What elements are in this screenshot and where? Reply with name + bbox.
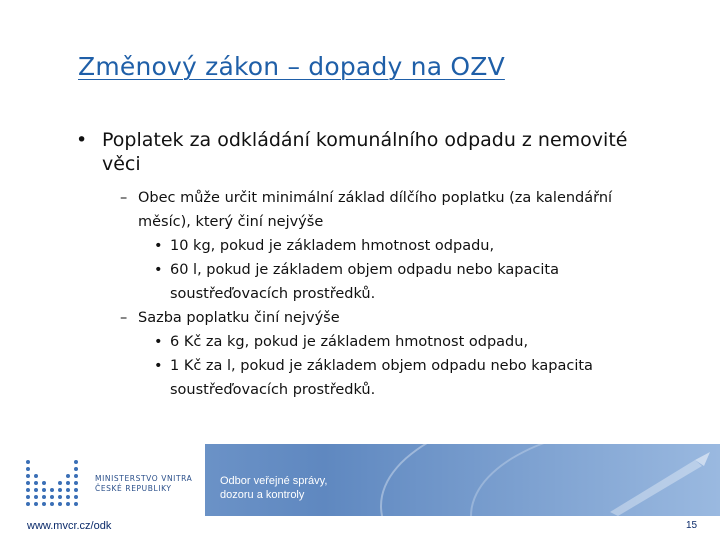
sub-bullet-6kc (154, 330, 670, 354)
bullet-icon: • (154, 334, 163, 350)
dash-item-line2: měsíc), který činí nejvýše (138, 214, 324, 230)
slide-content (70, 128, 670, 402)
logo-text-line1: MINISTERSTVO VNITRA (95, 474, 193, 483)
ministry-logo (0, 444, 205, 516)
department-line2: dozoru a kontroly (220, 489, 305, 501)
slide-title: Změnový zákon – dopady na OZV (78, 52, 505, 81)
page-number: 15 (686, 520, 698, 531)
dash-item-rate (120, 306, 670, 330)
bullet-level1 (70, 128, 670, 176)
website-link[interactable]: www.mvcr.cz/odk (27, 520, 112, 532)
ministry-logo-text (95, 474, 192, 494)
dash-icon: – (120, 190, 128, 206)
dash-item-minimum-base (120, 186, 670, 234)
sub-bullet-10kg (154, 234, 670, 258)
sub-bullet-line2: soustřeďovacích prostředků. (170, 286, 376, 302)
sub-bullet-line1: 10 kg, pokud je základem hmotnost odpadu, (170, 238, 495, 254)
department-name (220, 474, 327, 502)
bullet-level1-line2: věci (102, 153, 141, 175)
bullet-icon: • (76, 129, 88, 151)
dash-item-line1: Obec může určit minimální základ dílčího poplatku (za kalendářní (138, 190, 613, 206)
dash-item-line1: Sazba poplatku činí nejvýše (138, 310, 340, 326)
pen-icon (600, 452, 720, 516)
bullet-level1-line1: Poplatek za odkládání komunálního odpadu z nemovité (102, 129, 628, 151)
sub-bullet-line1: 6 Kč za kg, pokud je základem hmotnost odpadu, (170, 334, 529, 350)
bullet-icon: • (154, 358, 163, 374)
footer (0, 444, 720, 540)
sub-bullet-1kc (154, 354, 670, 402)
logo-text-line2: ČESKÉ REPUBLIKY (95, 484, 172, 493)
sub-bullet-60l (154, 258, 670, 306)
department-line1: Odbor veřejné správy, (220, 475, 328, 487)
ministry-logo-icon (25, 458, 87, 508)
bullet-icon: • (154, 262, 163, 278)
sub-bullet-line1: 60 l, pokud je základem objem odpadu nebo kapacita (170, 262, 559, 278)
dash-icon: – (120, 310, 128, 326)
sub-bullet-line1: 1 Kč za l, pokud je základem objem odpadu nebo kapacita (170, 358, 593, 374)
bullet-icon: • (154, 238, 163, 254)
sub-bullet-line2: soustřeďovacích prostředků. (170, 382, 376, 398)
